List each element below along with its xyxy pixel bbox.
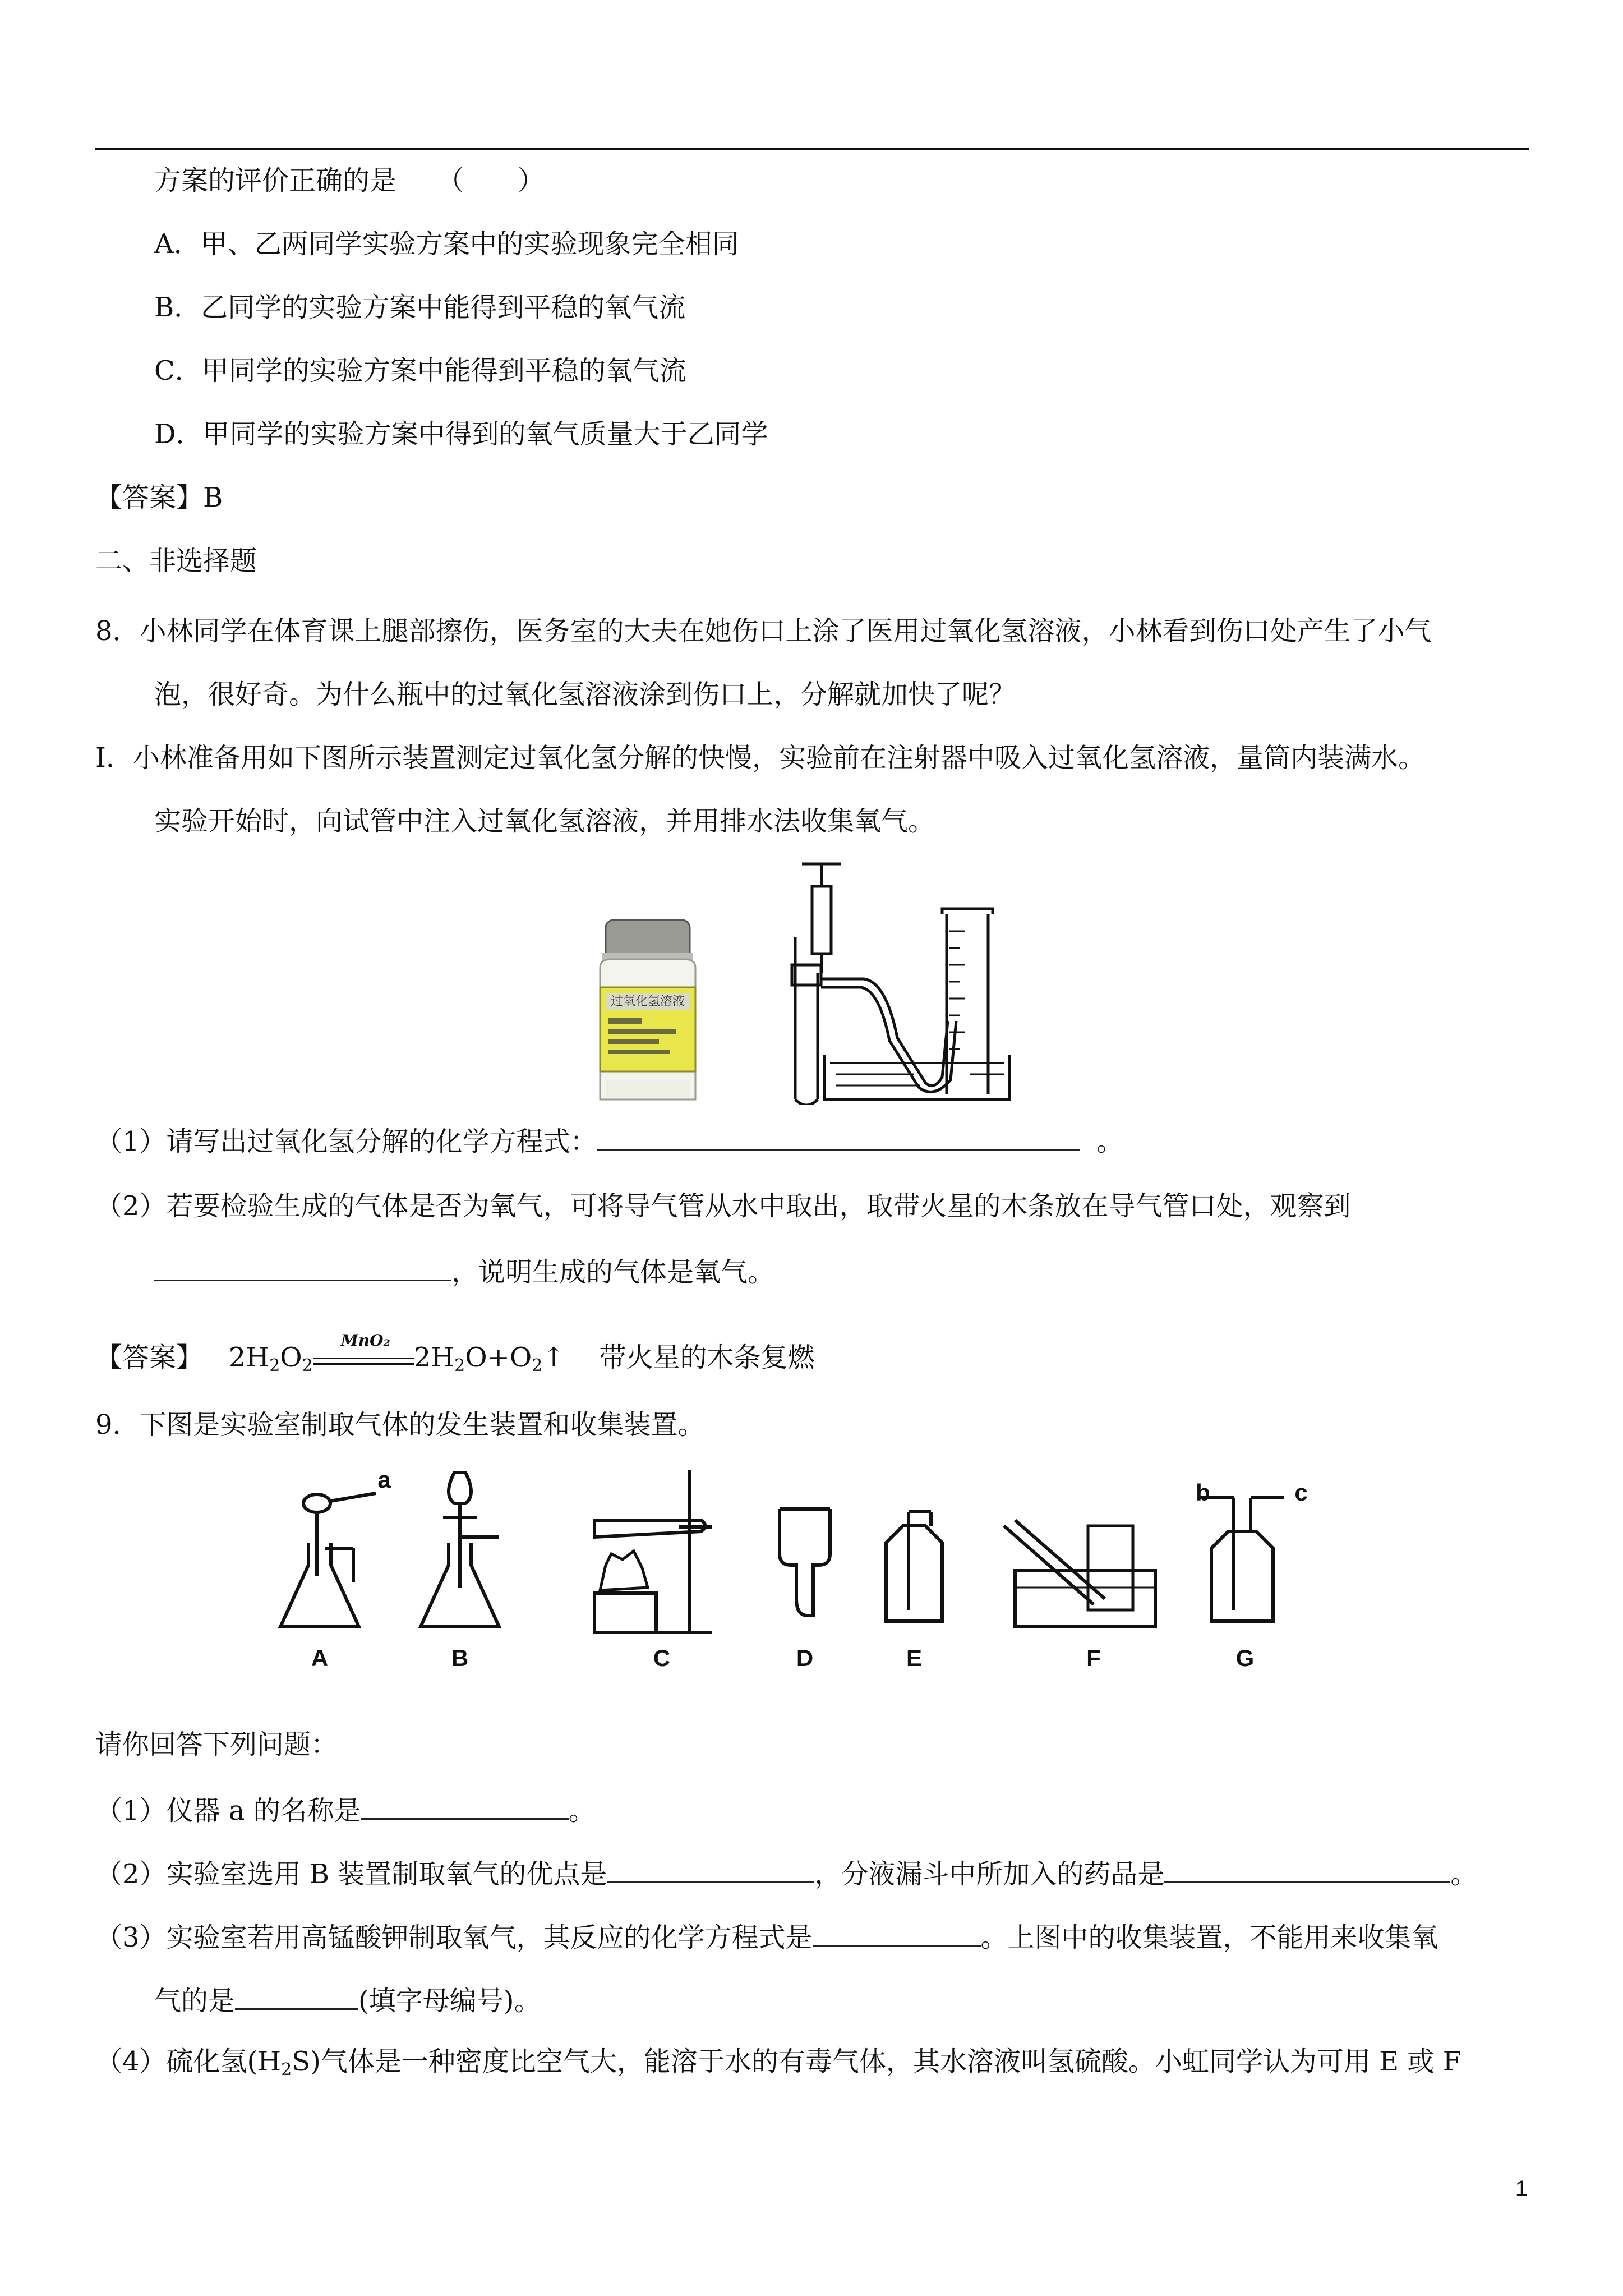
header-rule — [95, 148, 1529, 150]
q7-option-d: D．甲同学的实验方案中得到的氧气质量大于乙同学 — [154, 418, 768, 450]
apparatus-e — [886, 1512, 942, 1621]
apparatus-f — [1004, 1520, 1155, 1627]
apparatus-label-g: G — [1235, 1645, 1255, 1671]
q9-sub1: （1）仪器 a 的名称是 。 — [95, 1791, 596, 1828]
q9-sub4: （4）硫化氢$(H_2S)$气体是一种密度比空气大，能溶于水的有毒气体，其水溶液叫氢硫酸。小虹同学认为可用 E 或 F — [95, 2046, 1461, 2079]
apparatus-label-f: F — [1086, 1645, 1101, 1671]
apparatus-c — [594, 1470, 712, 1632]
q8-sub2-suffix: ，说明生成的气体是氧气。 — [451, 1257, 775, 1288]
q9-sub3-line2: 气的是 (填字母编号)。 — [154, 1981, 541, 2018]
q8-stem-line1: 8．小林同学在体育课上腿部擦伤，医务室的大夫在她伤口上涂了医用过氧化氢溶液，小林看到伤口处产生了小气 — [95, 615, 1432, 647]
bottle-label: 过氧化氢溶液 — [610, 994, 685, 1008]
apparatus-b — [421, 1473, 499, 1627]
q9-sub1-blank[interactable] — [361, 1791, 569, 1820]
label-c: c — [1294, 1479, 1308, 1506]
q7-option-a: A．甲、乙两同学实验方案中的实验现象完全相同 — [154, 228, 739, 260]
q8-sub2-blank[interactable] — [154, 1253, 451, 1281]
apparatus-label-d: D — [796, 1645, 814, 1671]
eq-double-line — [313, 1331, 414, 1371]
apparatus-g — [1200, 1498, 1284, 1621]
q8-answer-line — [95, 1331, 815, 1383]
section-title: 二、非选择题 — [95, 545, 257, 577]
q8-answer-label: 【答案】 — [95, 1342, 204, 1373]
q7-option-c: C．甲同学的实验方案中能得到平稳的氧气流 — [154, 355, 686, 386]
q9-sub2-blank1[interactable] — [607, 1855, 814, 1883]
q9-prompt: 请你回答下列问题： — [95, 1729, 338, 1760]
q9-sub2-blank2[interactable] — [1164, 1855, 1450, 1883]
label-b: b — [1196, 1479, 1210, 1506]
apparatus-label-b: B — [451, 1645, 469, 1671]
eq-left: $2H_2O_2$ — [228, 1342, 313, 1375]
apparatus-label-c: C — [653, 1645, 671, 1671]
q9-sub3-prefix: （3）实验室若用高锰酸钾制取氧气，其反应的化学方程式是 — [95, 1922, 813, 1953]
q7-option-b: B．乙同学的实验方案中能得到平稳的氧气流 — [154, 292, 686, 323]
apparatus-label-e: E — [906, 1645, 923, 1671]
q8-sub2-line2 — [154, 1253, 774, 1289]
q8-sub2-line1: （2）若要检验生成的气体是否为氧气，可将导气管从水中取出，取带火星的木条放在导气管口处，观察到 — [95, 1190, 1351, 1222]
apparatus-a — [280, 1493, 376, 1627]
q8-answer-text2: 带火星的木条复燃 — [599, 1342, 815, 1373]
hydrogen-peroxide-bottle — [600, 920, 695, 1099]
apparatus-label-a: A — [311, 1645, 329, 1671]
apparatus-d — [780, 1509, 830, 1616]
q9-sub3-blank1[interactable] — [813, 1918, 981, 1947]
q8-sub1 — [95, 1122, 1123, 1158]
q9-sub3-line1: （3）实验室若用高锰酸钾制取氧气，其反应的化学方程式是 。上图中的收集装置，不能用来收集氧 — [95, 1918, 1438, 1954]
eq-catalyst: MnO₂ — [340, 1331, 390, 1350]
eq-right: $2H_2O+O_2↑$ — [413, 1342, 565, 1375]
q8-sub1-suffix: 。 — [1096, 1126, 1124, 1157]
q9-apparatus-figure — [275, 1464, 1329, 1677]
q9-sub1-prefix: （1）仪器 a 的名称是 — [95, 1795, 361, 1826]
q8-part1-line2: 实验开始时，向试管中注入过氧化氢溶液，并用排水法收集氧气。 — [154, 806, 935, 837]
q9-sub2: （2）实验室选用 B 装置制取氧气的优点是 ，分液漏斗中所加入的药品是 。 — [95, 1855, 1477, 1891]
label-a: a — [377, 1466, 391, 1493]
q8-sub1-prefix: （1）请写出过氧化氢分解的化学方程式： — [95, 1126, 597, 1157]
q9-sub2-prefix: （2）实验室选用 B 装置制取氧气的优点是 — [95, 1858, 607, 1890]
q9-sub3-blank2[interactable] — [235, 1981, 358, 2010]
q8-part1-line1: I．小林准备用如下图所示装置测定过氧化氢分解的快慢，实验前在注射器中吸入过氧化氢溶液，量筒内装满水。 — [95, 742, 1425, 774]
q8-apparatus-figure — [583, 853, 1200, 1105]
q7-answer: 【答案】B — [95, 482, 223, 513]
syringe-test-tube — [792, 864, 1009, 1105]
q9-stem: 9．下图是实验室制取气体的发生装置和收集装置。 — [95, 1409, 705, 1441]
q7-stem-end: 方案的评价正确的是 （ ） — [154, 165, 545, 196]
q8-stem-line2: 泡，很好奇。为什么瓶中的过氧化氢溶液涂到伤口上，分解就加快了呢？ — [154, 679, 1016, 710]
q8-sub1-blank[interactable] — [597, 1122, 1080, 1151]
page-number: 1 — [1515, 2177, 1528, 2201]
